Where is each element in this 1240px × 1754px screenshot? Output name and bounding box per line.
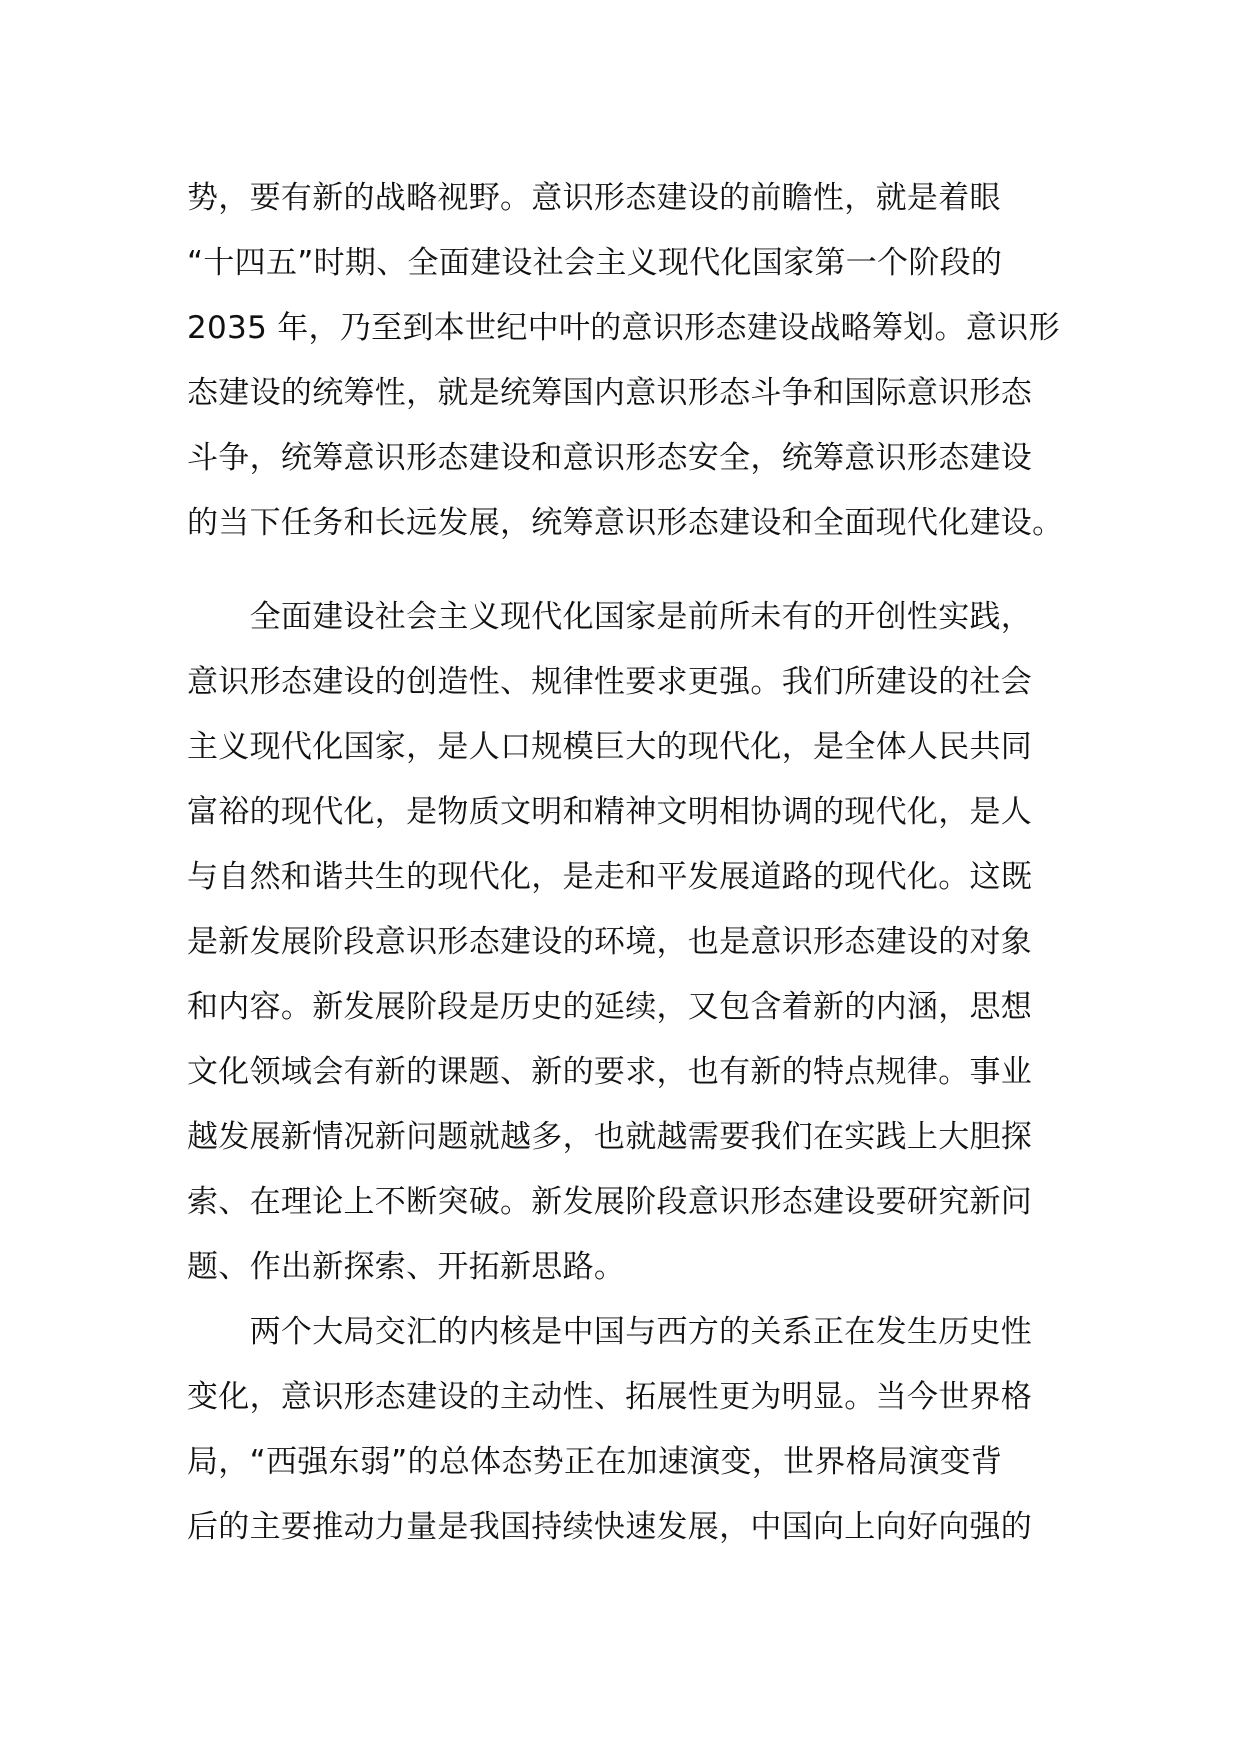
text-line: 斗争，统筹意识形态建设和意识形态安全，统筹意识形态建设 <box>187 440 1033 476</box>
text-line: 主义现代化国家，是人口规模巨大的现代化，是全体人民共同 <box>187 729 1033 765</box>
text-line: 越发展新情况新问题就越多，也就越需要我们在实践上大胆探 <box>187 1119 1033 1155</box>
text-line: 文化领域会有新的课题、新的要求，也有新的特点规律。事业 <box>187 1054 1033 1090</box>
text-line: 变化，意识形态建设的主动性、拓展性更为明显。当今世界格 <box>187 1379 1033 1415</box>
text-line: 2035 年，乃至到本世纪中叶的意识形态建设战略筹划。意识形 <box>187 310 1060 346</box>
text-line: 意识形态建设的创造性、规律性要求更强。我们所建设的社会 <box>187 664 1033 700</box>
text-line: 态建设的统筹性，就是统筹国内意识形态斗争和国际意识形态 <box>187 375 1033 411</box>
text-line: 两个大局交汇的内核是中国与西方的关系正在发生历史性 <box>187 1314 1033 1350</box>
text-line: 和内容。新发展阶段是历史的延续，又包含着新的内涵，思想 <box>187 989 1033 1025</box>
text-line: “十四五”时期、全面建设社会主义现代化国家第一个阶段的 <box>187 245 1003 281</box>
text-line: 全面建设社会主义现代化国家是前所未有的开创性实践， <box>187 599 1033 635</box>
text-line: 题、作出新探索、开拓新思路。 <box>187 1249 626 1285</box>
text-line: 局，“西强东弱”的总体态势正在加速演变，世界格局演变背 <box>187 1444 1003 1480</box>
text-line: 索、在理论上不断突破。新发展阶段意识形态建设要研究新问 <box>187 1184 1033 1220</box>
text-line: 后的主要推动力量是我国持续快速发展，中国向上向好向强的 <box>187 1509 1033 1545</box>
paragraph-2 <box>187 585 1067 1300</box>
text-line: 与自然和谐共生的现代化，是走和平发展道路的现代化。这既 <box>187 859 1033 895</box>
paragraph-3 <box>187 1300 1067 1560</box>
text-line: 势，要有新的战略视野。意识形态建设的前瞻性，就是着眼 <box>187 180 1001 216</box>
text-line: 是新发展阶段意识形态建设的环境，也是意识形态建设的对象 <box>187 924 1033 960</box>
paragraph-1 <box>187 166 1067 556</box>
text-line: 的当下任务和长远发展，统筹意识形态建设和全面现代化建设。 <box>187 505 1064 541</box>
text-line: 富裕的现代化，是物质文明和精神文明相协调的现代化，是人 <box>187 794 1033 830</box>
